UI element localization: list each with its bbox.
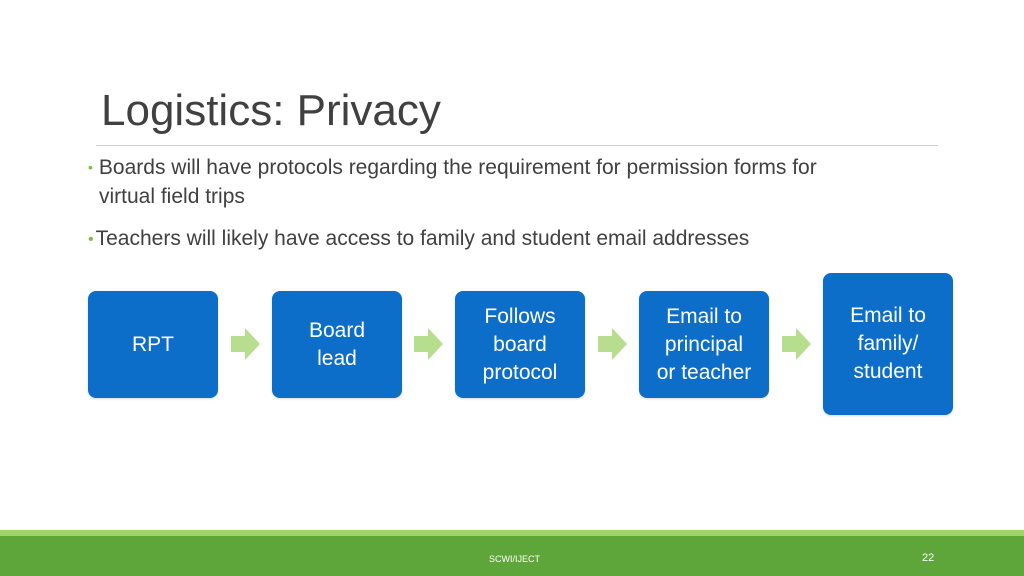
bullet-1-line-2: virtual field trips — [99, 185, 245, 208]
bullet-1-line-1: Boards will have protocols regarding the requirement for permission forms for — [98, 156, 817, 179]
flow-step-email-family — [823, 273, 953, 415]
right-arrow-icon — [231, 328, 260, 360]
title-divider — [96, 145, 938, 146]
bullet-dot-icon: • — [88, 231, 94, 248]
right-arrow-icon — [598, 328, 627, 360]
page-number: 22 — [922, 552, 935, 564]
bullet-dot-icon: • — [88, 159, 93, 175]
flow-step-label: Email to principal or teacher — [656, 304, 752, 384]
bullet-item-2 — [88, 225, 938, 255]
bullet-item-1 — [88, 154, 938, 211]
flow-step-board-lead — [272, 291, 402, 398]
flow-step-label: Email to family/ student — [850, 304, 926, 383]
right-arrow-icon — [414, 328, 443, 360]
flow-step-follows-protocol — [455, 291, 585, 398]
footer-text: SCWI/IJECT — [489, 554, 540, 564]
flow-step-email-principal — [639, 291, 769, 398]
flow-step-label: RPT — [132, 332, 174, 356]
flow-step-rpt — [88, 291, 218, 398]
flow-step-label: Board lead — [308, 318, 366, 370]
slide-title: Logistics: Privacy — [101, 86, 441, 135]
bullet-2-text: Teachers will likely have access to family and student email addresses — [95, 227, 750, 250]
flow-step-label: Follows board protocol — [482, 304, 558, 384]
right-arrow-icon — [782, 328, 811, 360]
